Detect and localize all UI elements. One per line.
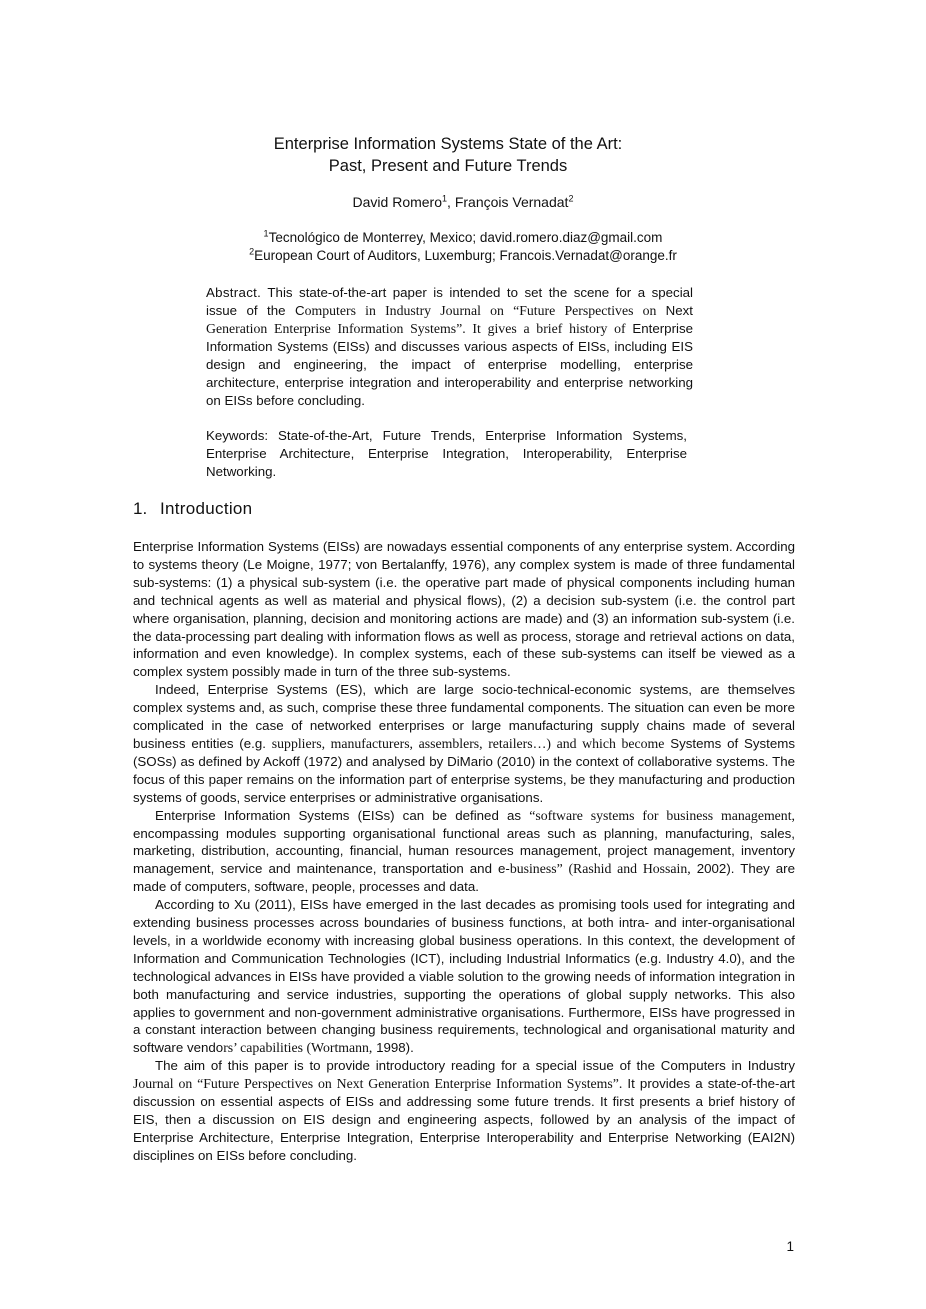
affiliation-line	[0, 229, 926, 247]
paragraph-text: rs’ capabilities (Wortmann,	[223, 1040, 373, 1056]
keywords-label: Keywords:	[206, 428, 269, 443]
abstract-text: Next	[665, 303, 693, 318]
affiliation-marker: 2	[568, 193, 574, 204]
paragraph	[133, 538, 795, 681]
abstract-text: omputers in Industry Journal on “Future Perspectives on	[304, 303, 666, 318]
section-title: Introduction	[160, 499, 253, 518]
affiliation-marker: 1	[263, 228, 269, 239]
author-name: David Romero	[352, 194, 443, 210]
keywords-text: State-of-the-Art, Future Trends, Enterprise Information Systems, Enterprise Architecture, Enterprise Integration, Interoperability, Enterprise Networking.	[206, 428, 687, 479]
section-number: 1.	[133, 499, 148, 518]
paragraph	[133, 1057, 795, 1164]
paragraph-text: The aim of this paper is to provide introductory reading for a special issue of the Computers in Industry	[155, 1058, 795, 1074]
author-name: François Vernadat	[454, 194, 569, 210]
paragraph-text: encompassing modules supporting organisational functional areas such as planning, manufacturing, sales, marketing, distribution, accounting, financial, human resources management, project management, inventory management, service and maintenance, transportation and e-	[133, 825, 795, 877]
affiliation-marker: 2	[249, 246, 255, 257]
section-body	[133, 538, 795, 1165]
affiliation-text: Tecnológico de Monterrey, Mexico; david.romero.diaz@gmail.com	[268, 230, 663, 245]
paragraph-text: Systems of Systems (SOSs) as defined by Ackoff (1972) and analysed by DiMario (2010) in the context of collaborative systems. The focus of this paper remains on the information part of enterprise systems, be they manufacturing and production systems of goods, service enterprises or administrative organisations.	[133, 735, 795, 805]
affiliations	[0, 229, 926, 265]
paragraph	[133, 896, 795, 1057]
paragraph-text: Journal on “Future Perspectives on Next Generation Enterprise Information Systems”.	[133, 1076, 623, 1092]
paragraph-text: 1998).	[372, 1040, 414, 1056]
paragraph-text: It provides a state-of-the-art discussion on essential aspects of EISs and addressing some future trends. It first presents a brief history of EIS, then a discussion on EIS design and engineering aspects, followed by an analysis of the impact of Enterprise Architecture, Enterprise Integration, Enterprise Interoperability and Enterprise Networking (EAI2N) disciplines on EISs before concluding.	[133, 1076, 795, 1163]
paragraph-text: Indeed, Enterprise Systems (ES), which are large socio-technical-economic systems, are themselves complex systems and, as such, comprise these three fundamental components. The situation can even be more complicated in the case of networked enterprises or large manufacturing supply chains made of several business entities (e.g.	[133, 682, 795, 751]
paragraph-text: Enterprise Information Systems (EISs) can be defined as	[155, 807, 530, 823]
paragraph-text: Enterprise Information Systems (EISs) are nowadays essential components of any enterprise system. According to systems theory (Le Moigne, 1977; von Bertalanffy, 1976), any complex system is made of three fundamental sub-systems: (1) a physical sub-system (i.e. the operative part made of physical components including human and technical agents as well as material and physical flows), (2) a decision sub-system (i.e. the control part where organisation, planning, decision and monitoring actions are made) and (3) an information sub-system (i.e. the data-processing part dealing with information flows as well as process, storage and retrieval actions on data, information and even knowledge). In complex systems, each of these sub-systems can itself be viewed as a complex system possibly made in turn of the three sub-systems.	[133, 539, 795, 680]
abstract-text: Enterprise Information Systems (EISs) and discusses various aspects of EISs, including EIS design and engineering, the impact of enterprise modelling, enterprise architecture, enterprise integration and interoperability and enterprise networking on EISs before concluding.	[206, 321, 693, 408]
abstract-text: This state-of-the-art paper is intended to set the scene for a special issue of the C	[206, 285, 693, 318]
affiliation-text: European Court of Auditors, Luxemburg; Francois.Vernadat@orange.fr	[254, 248, 677, 263]
paragraph-text: “software systems for business management,	[529, 807, 795, 823]
paragraph	[133, 681, 795, 806]
paragraph-text: business” (Rashid and Hossain,	[509, 861, 691, 877]
affiliation-line	[0, 247, 926, 265]
abstract-label: Abstract.	[206, 285, 262, 300]
affiliation-marker: 1	[442, 193, 448, 204]
paragraph-text: suppliers, manufacturers, assemblers, retailers…) and which become	[271, 735, 665, 751]
paragraph-text: 2002). They are made of computers, software, people, processes and data.	[133, 861, 795, 895]
author-separator: ,	[447, 194, 455, 210]
paper-title	[0, 133, 896, 177]
keywords	[206, 427, 687, 481]
paragraph-text: According to Xu (2011), EISs have emerged in the last decades as promising tools used for integrating and extending business processes across boundaries of business functions, at both intra- and inter-organisational levels, in a worldwide economy with increasing global business operations. In this context, the development of Information and Communication Technologies (ICT), including Industrial Informatics (e.g. Industry 4.0), and the technological advances in EISs have provided a viable solution to the growing needs of information integration in both manufacturing and service industries, supporting the operations of global supply networks. This also applies to government and non-government administrative organisations. Furthermore, EISs have progressed in a constant interaction between changing business requirements, technological and organisational maturity and software vendo	[133, 897, 795, 1056]
abstract-text: Generation Enterprise Information Systems”. It gives a brief history of	[206, 321, 633, 336]
page-number: 1	[786, 1239, 794, 1254]
author-list	[0, 193, 926, 211]
title-line-1: Enterprise Information Systems State of the Art:	[273, 135, 623, 153]
abstract	[206, 284, 693, 410]
section-heading	[133, 498, 793, 520]
title-line-2: Past, Present and Future Trends	[328, 157, 568, 175]
paragraph	[133, 807, 795, 897]
